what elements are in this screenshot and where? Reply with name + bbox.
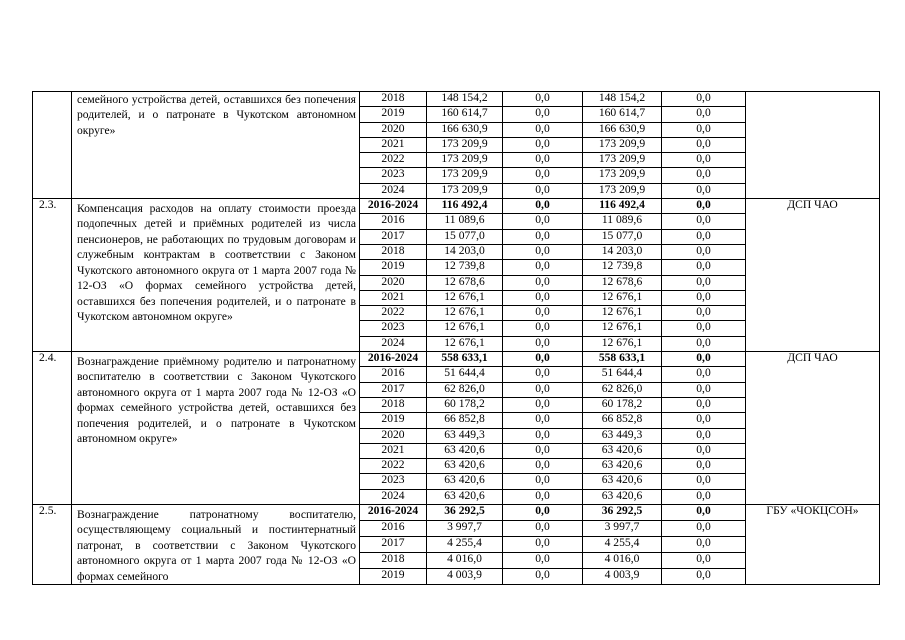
year-cell: 2018 (360, 553, 427, 569)
year-cell: 2017 (360, 229, 427, 244)
federal-cell: 0,0 (503, 569, 583, 585)
executor-cell: ДСП ЧАО (746, 352, 880, 505)
regional-cell: 4 255,4 (583, 537, 662, 553)
item-description: Вознаграждение патронатному воспитателю, осуществляющему социальный и постинтернатный патронат, в соответствии с Законом Чукотского автономного округа от 1 марта 2007 года № 12-ОЗ «О формах семейного (72, 505, 360, 585)
table-row-total (33, 352, 880, 367)
year-cell: 2016 (360, 214, 427, 229)
total-cell: 173 209,9 (427, 137, 503, 152)
regional-cell: 51 644,4 (583, 367, 662, 382)
year-cell: 2019 (360, 260, 427, 275)
total-cell: 11 089,6 (427, 214, 503, 229)
table-row-total (33, 199, 880, 214)
other-cell: 0,0 (662, 367, 746, 382)
total-cell: 15 077,0 (427, 229, 503, 244)
federal-cell: 0,0 (503, 382, 583, 397)
other-cell: 0,0 (662, 428, 746, 443)
federal-cell: 0,0 (503, 521, 583, 537)
other-cell: 0,0 (662, 459, 746, 474)
federal-cell: 0,0 (503, 553, 583, 569)
federal-cell: 0,0 (503, 537, 583, 553)
year-cell: 2020 (360, 275, 427, 290)
other-cell: 0,0 (662, 260, 746, 275)
total-cell: 3 997,7 (427, 521, 503, 537)
year-cell: 2023 (360, 321, 427, 336)
other-cell: 0,0 (662, 505, 746, 521)
federal-cell: 0,0 (503, 92, 583, 107)
other-cell: 0,0 (662, 168, 746, 183)
regional-cell: 12 678,6 (583, 275, 662, 290)
table-row (33, 92, 880, 107)
total-cell: 173 209,9 (427, 153, 503, 168)
total-cell: 4 016,0 (427, 553, 503, 569)
other-cell: 0,0 (662, 336, 746, 351)
total-cell: 160 614,7 (427, 107, 503, 122)
total-cell: 12 676,1 (427, 290, 503, 305)
item-number: 2.4. (33, 352, 72, 505)
year-cell: 2024 (360, 336, 427, 351)
total-cell: 63 420,6 (427, 489, 503, 504)
year-cell: 2018 (360, 397, 427, 412)
regional-cell: 173 209,9 (583, 183, 662, 198)
regional-cell: 63 449,3 (583, 428, 662, 443)
federal-cell: 0,0 (503, 229, 583, 244)
year-cell: 2016 (360, 367, 427, 382)
total-cell: 12 678,6 (427, 275, 503, 290)
other-cell: 0,0 (662, 92, 746, 107)
other-cell: 0,0 (662, 199, 746, 214)
other-cell: 0,0 (662, 290, 746, 305)
federal-cell: 0,0 (503, 474, 583, 489)
other-cell: 0,0 (662, 244, 746, 259)
regional-cell: 36 292,5 (583, 505, 662, 521)
other-cell: 0,0 (662, 537, 746, 553)
federal-cell: 0,0 (503, 260, 583, 275)
executor-cell: ГБУ «ЧОКЦСОН» (746, 505, 880, 585)
total-cell: 63 449,3 (427, 428, 503, 443)
other-cell: 0,0 (662, 229, 746, 244)
regional-cell: 60 178,2 (583, 397, 662, 412)
regional-cell: 62 826,0 (583, 382, 662, 397)
year-cell: 2024 (360, 489, 427, 504)
other-cell: 0,0 (662, 122, 746, 137)
total-cell: 166 630,9 (427, 122, 503, 137)
federal-cell: 0,0 (503, 397, 583, 412)
federal-cell: 0,0 (503, 244, 583, 259)
federal-cell: 0,0 (503, 153, 583, 168)
federal-cell: 0,0 (503, 290, 583, 305)
other-cell: 0,0 (662, 153, 746, 168)
regional-cell: 63 420,6 (583, 443, 662, 458)
year-cell: 2017 (360, 382, 427, 397)
regional-cell: 63 420,6 (583, 489, 662, 504)
total-cell: 63 420,6 (427, 443, 503, 458)
table-row-total (33, 505, 880, 521)
total-cell: 558 633,1 (427, 352, 503, 367)
year-cell: 2019 (360, 569, 427, 585)
regional-cell: 12 739,8 (583, 260, 662, 275)
federal-cell: 0,0 (503, 306, 583, 321)
total-cell: 63 420,6 (427, 459, 503, 474)
item-number: 2.3. (33, 199, 72, 352)
year-cell: 2016 (360, 521, 427, 537)
other-cell: 0,0 (662, 214, 746, 229)
item-description: Компенсация расходов на оплату стоимости проезда подопечных детей и приёмных родителей из числа пенсионеров, не работающих по трудовым договорам и служебным контрактам в соответствии с Законом Чукотского автономного округа от 1 марта 2007 года № 12-ОЗ «О формах семейного устройства детей, оставшихся без попечения родителей, и о патронате в Чукотском автономном округе» (72, 199, 360, 352)
federal-cell: 0,0 (503, 214, 583, 229)
year-cell: 2024 (360, 183, 427, 198)
federal-cell: 0,0 (503, 367, 583, 382)
year-cell: 2016-2024 (360, 199, 427, 214)
total-cell: 51 644,4 (427, 367, 503, 382)
regional-cell: 4 016,0 (583, 553, 662, 569)
other-cell: 0,0 (662, 382, 746, 397)
regional-cell: 148 154,2 (583, 92, 662, 107)
regional-cell: 116 492,4 (583, 199, 662, 214)
year-cell: 2021 (360, 137, 427, 152)
federal-cell: 0,0 (503, 489, 583, 504)
year-cell: 2016-2024 (360, 505, 427, 521)
federal-cell: 0,0 (503, 505, 583, 521)
item-description: семейного устройства детей, оставшихся без попечения родителей, и о патронате в Чукотском автономном округе» (72, 92, 360, 199)
other-cell: 0,0 (662, 275, 746, 290)
total-cell: 173 209,9 (427, 183, 503, 198)
federal-cell: 0,0 (503, 459, 583, 474)
total-cell: 116 492,4 (427, 199, 503, 214)
total-cell: 36 292,5 (427, 505, 503, 521)
federal-cell: 0,0 (503, 183, 583, 198)
executor-cell: ДСП ЧАО (746, 199, 880, 352)
federal-cell: 0,0 (503, 352, 583, 367)
other-cell: 0,0 (662, 352, 746, 367)
year-cell: 2020 (360, 428, 427, 443)
year-cell: 2019 (360, 107, 427, 122)
other-cell: 0,0 (662, 489, 746, 504)
federal-cell: 0,0 (503, 428, 583, 443)
executor-cell (746, 92, 880, 199)
year-cell: 2016-2024 (360, 352, 427, 367)
regional-cell: 12 676,1 (583, 306, 662, 321)
regional-cell: 14 203,0 (583, 244, 662, 259)
total-cell: 4 255,4 (427, 537, 503, 553)
total-cell: 66 852,8 (427, 413, 503, 428)
federal-cell: 0,0 (503, 107, 583, 122)
other-cell: 0,0 (662, 413, 746, 428)
other-cell: 0,0 (662, 521, 746, 537)
year-cell: 2017 (360, 537, 427, 553)
other-cell: 0,0 (662, 397, 746, 412)
regional-cell: 11 089,6 (583, 214, 662, 229)
year-cell: 2021 (360, 443, 427, 458)
federal-cell: 0,0 (503, 443, 583, 458)
federal-cell: 0,0 (503, 168, 583, 183)
regional-cell: 166 630,9 (583, 122, 662, 137)
year-cell: 2018 (360, 244, 427, 259)
total-cell: 4 003,9 (427, 569, 503, 585)
federal-cell: 0,0 (503, 321, 583, 336)
year-cell: 2018 (360, 92, 427, 107)
federal-cell: 0,0 (503, 413, 583, 428)
regional-cell: 173 209,9 (583, 137, 662, 152)
total-cell: 60 178,2 (427, 397, 503, 412)
total-cell: 62 826,0 (427, 382, 503, 397)
year-cell: 2022 (360, 153, 427, 168)
other-cell: 0,0 (662, 474, 746, 489)
regional-cell: 63 420,6 (583, 459, 662, 474)
regional-cell: 558 633,1 (583, 352, 662, 367)
regional-cell: 3 997,7 (583, 521, 662, 537)
regional-cell: 12 676,1 (583, 321, 662, 336)
regional-cell: 160 614,7 (583, 107, 662, 122)
item-number (33, 92, 72, 199)
other-cell: 0,0 (662, 553, 746, 569)
federal-cell: 0,0 (503, 122, 583, 137)
other-cell: 0,0 (662, 107, 746, 122)
year-cell: 2021 (360, 290, 427, 305)
regional-cell: 15 077,0 (583, 229, 662, 244)
regional-cell: 63 420,6 (583, 474, 662, 489)
total-cell: 12 676,1 (427, 336, 503, 351)
federal-cell: 0,0 (503, 137, 583, 152)
regional-cell: 4 003,9 (583, 569, 662, 585)
year-cell: 2023 (360, 474, 427, 489)
federal-cell: 0,0 (503, 275, 583, 290)
year-cell: 2022 (360, 306, 427, 321)
table-body (33, 92, 880, 585)
regional-cell: 12 676,1 (583, 336, 662, 351)
item-description: Вознаграждение приёмному родителю и патронатному воспитателю в соответствии с Законом Чукотского автономного округа от 1 марта 2007 года № 12-ОЗ «О формах семейного устройства детей, оставшихся без попечения родителей, и о патронате в Чукотском автономном округе» (72, 352, 360, 505)
other-cell: 0,0 (662, 183, 746, 198)
other-cell: 0,0 (662, 443, 746, 458)
other-cell: 0,0 (662, 569, 746, 585)
year-cell: 2023 (360, 168, 427, 183)
other-cell: 0,0 (662, 306, 746, 321)
total-cell: 14 203,0 (427, 244, 503, 259)
other-cell: 0,0 (662, 321, 746, 336)
year-cell: 2022 (360, 459, 427, 474)
funding-table (32, 91, 880, 585)
total-cell: 12 676,1 (427, 321, 503, 336)
regional-cell: 173 209,9 (583, 153, 662, 168)
total-cell: 148 154,2 (427, 92, 503, 107)
total-cell: 173 209,9 (427, 168, 503, 183)
federal-cell: 0,0 (503, 336, 583, 351)
year-cell: 2019 (360, 413, 427, 428)
total-cell: 63 420,6 (427, 474, 503, 489)
regional-cell: 173 209,9 (583, 168, 662, 183)
other-cell: 0,0 (662, 137, 746, 152)
year-cell: 2020 (360, 122, 427, 137)
total-cell: 12 739,8 (427, 260, 503, 275)
total-cell: 12 676,1 (427, 306, 503, 321)
federal-cell: 0,0 (503, 199, 583, 214)
item-number: 2.5. (33, 505, 72, 585)
regional-cell: 66 852,8 (583, 413, 662, 428)
regional-cell: 12 676,1 (583, 290, 662, 305)
